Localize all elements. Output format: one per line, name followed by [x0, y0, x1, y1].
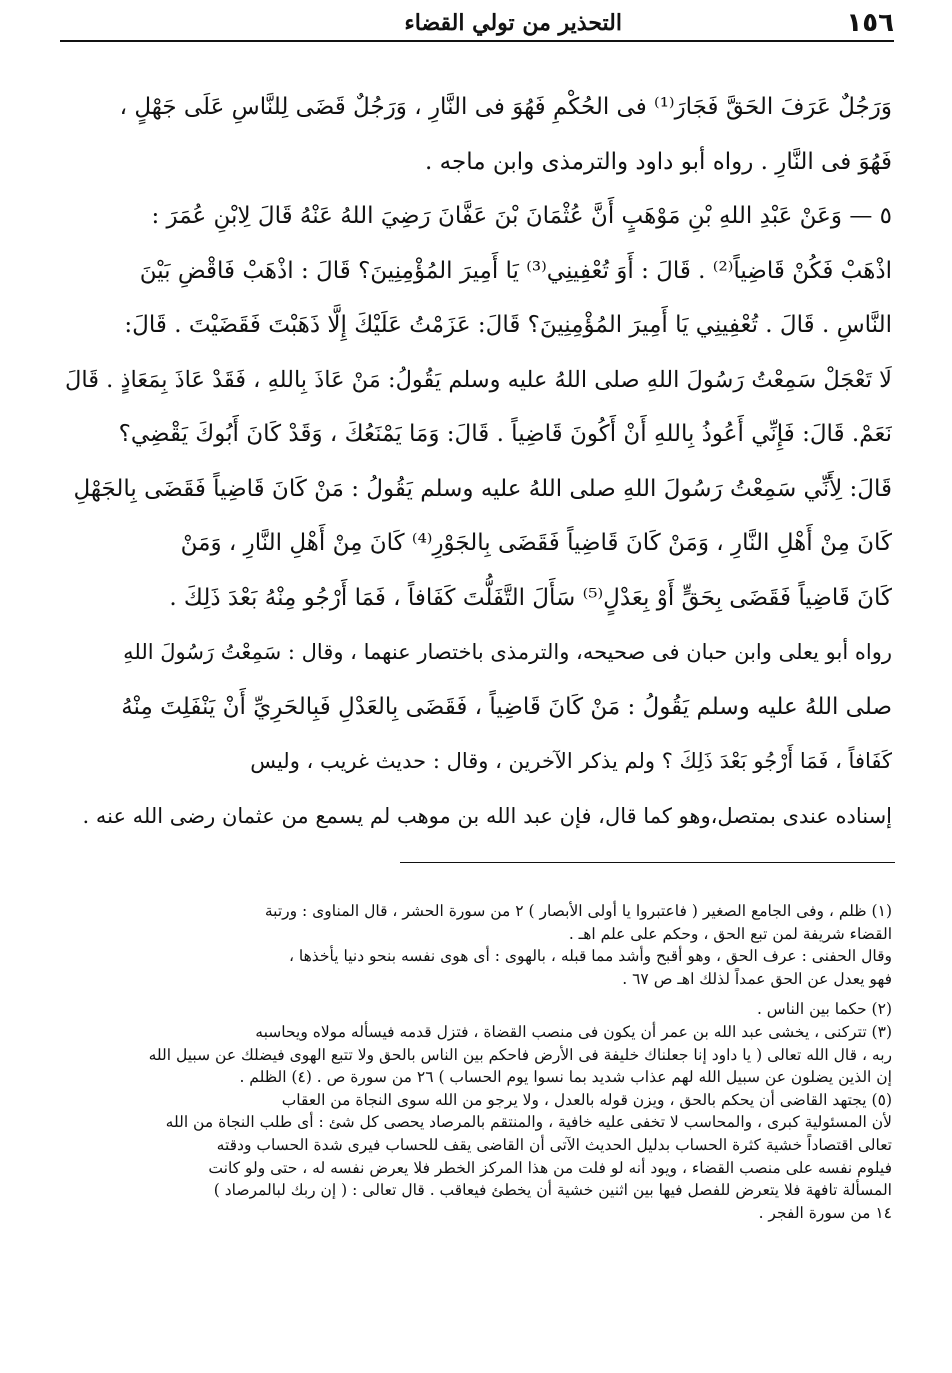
text-line: ٥ — وَعَنْ عَبْدِ اللهِ بْنِ مَوْهَبٍ أَنَّ عُثْمَانَ بْنَ عَفَّانَ رَضِيَ اللهُ عَنْهُ قَالَ لِابْنِ عُمَرَ : [151, 203, 892, 229]
footnote-line: وقال الحفنى : عرف الحق ، وهو أقبح وأشد مما قبله ، بالهوى : أى هوى نفسه بنحو دنيا يأخذها ، [288, 947, 892, 966]
footnote-line: فهو يعدل عن الحق عمداً لذلك اهـ ص ٦٧ . [622, 969, 892, 988]
footnote-line: المسألة تافهة فلا يتعرض للفصل فيها بين اثنين خشية أن يخطئ فيعاقب . قال تعالى : ( إن ربك لبالمرصاد ) [213, 1181, 892, 1200]
text-line: اذْهَبْ فَكُنْ قَاضِياً⁽²⁾ . قَالَ : أَوَ تُعْفِينِي⁽³⁾ يَا أَمِيرَ المُؤْمِنِينَ؟ قَالَ : اذْهَبْ فَاقْضِ بَيْنَ [139, 257, 892, 284]
text-line: نَعَمْ. قَالَ: فَإِنِّي أَعُوذُ بِاللهِ أَنْ أَكُونَ قَاضِياً . قَالَ: وَمَا يَمْنَعُكَ ، وَقَدْ كَانَ أَبُوكَ يَقْضِي؟ [118, 421, 892, 447]
text-line: فَهُوَ فى النَّارِ . رواه أبو داود والترمذى وابن ماجه . [425, 148, 892, 175]
footnote-line: (٢) حكما بين الناس . [756, 1000, 892, 1019]
page-header [60, 6, 894, 42]
text-line: صلى اللهُ عليه وسلم يَقُولُ : مَنْ كَانَ قَاضِياً ، فَقَضَى بِالعَدْلِ فَبِالحَرِيِّ أَنْ يَنْفَلِتَ مِنْهُ [121, 693, 892, 720]
footnote-line: إن الذين يضلون عن سبيل الله لهم عذاب شديد بما نسوا يوم الحساب ) ٢٦ من سورة ص . (٤) الظلم . [239, 1068, 892, 1087]
footnote-line: ربه ، قال الله تعالى ( يا داود إنا جعلناك خليفة فى الأرض فاحكم بين الناس بالحق ولا تتبع الهوى فيضلك عن سبيل الله [148, 1045, 892, 1064]
text-line: إسناده عندى بمتصل،وهو كما قال، فإن عبد الله بن موهب لم يسمع من عثمان رضى الله عنه . [82, 803, 892, 828]
text-line: كَانَ قَاضِياً فَقَضَى بِحَقٍّ أَوْ بِعَدْلٍ⁽⁵⁾ سَأَلَ التَّفَلُّتَ كَفَافاً ، فَمَا أَرْجُو مِنْهُ بَعْدَ ذَلِكَ . [169, 584, 892, 611]
text-line: رواه أبو يعلى وابن حبان فى صحيحه، والترمذى باختصار عنهما ، وقال : سَمِعْتُ رَسُولَ اللهِ [123, 640, 892, 664]
footnotes [62, 900, 892, 1224]
text-line: لَا تَعْجَلْ سَمِعْتُ رَسُولَ اللهِ صلى اللهُ عليه وسلم يَقُولُ: مَنْ عَاذَ بِاللهِ ، فَقَدْ عَاذَ بِمَعَاذٍ . قَالَ [65, 366, 892, 393]
footnote-line: لأن المسئولية كبرى ، والمحاسب لا تخفى عليه خافية ، والمنتقم بالمرصاد يحصى كل شئ : أى طلب النجاة من الله [165, 1113, 892, 1132]
running-title: التحذير من تولي القضاء [404, 10, 622, 36]
main-text [62, 80, 892, 843]
page-number: ١٥٦ [846, 8, 894, 38]
text-line: وَرَجُلٌ عَرَفَ الحَقَّ فَجَارَ⁽¹⁾ فى الحُكْمِ فَهُوَ فى النَّارِ ، وَرَجُلٌ قَضَى لِلنَّاسِ عَلَى جَهْلٍ ، [119, 94, 892, 120]
footnote-divider [400, 862, 895, 863]
footnote-line: فيلوم نفسه على منصب القضاء ، ويود أنه لو فلت من هذا المركز الخطر فلا يعرض نفسه له ، حتى ولو كانت [208, 1158, 892, 1177]
footnote-line: (١) ظلم ، وفى الجامع الصغير ( فاعتبروا يا أولى الأبصار ) ٢ من سورة الحشر ، قال المناوى : ورتبة [264, 902, 892, 920]
text-line: النَّاسِ . قَالَ . تُعْفِينِي يَا أَمِيرَ المُؤْمِنِينَ؟ قَالَ: عَزَمْتُ عَلَيْكَ إِلَّا ذَهَبْتَ فَقَضَيْتَ . قَالَ: [124, 312, 892, 338]
footnote-line: (٥) يجتهد القاضى أن يحكم بالحق ، ويزن قوله بالعدل ، ولا يرجو من الله سوى النجاة من العقاب [281, 1090, 892, 1109]
text-line: قَالَ: لِأَنِّي سَمِعْتُ رَسُولَ اللهِ صلى اللهُ عليه وسلم يَقُولُ : مَنْ كَانَ قَاضِياً فَقَضَى بِالجَهْلِ [73, 475, 892, 502]
text-line: كَفَافاً ، فَمَا أَرْجُو بَعْدَ ذَلِكَ ؟ ولم يذكر الآخرين ، وقال : حديث غريب ، وليس [250, 749, 892, 773]
footnote-line: تعالى اقتصاداً خشية كثرة الحساب بدليل الحديث الآتى أن القاضى يقف للحساب فيرى شدة الحساب ودقته [216, 1135, 892, 1154]
text-line: كَانَ مِنْ أَهْلِ النَّارِ ، وَمَنْ كَانَ قَاضِياً فَقَضَى بِالجَوْرِ⁽⁴⁾ كَانَ مِنْ أَهْلِ النَّارِ ، وَمَنْ [180, 530, 892, 556]
footnote-line: (٣) تتركنى ، يخشى عبد الله بن عمر أن يكون فى منصب القضاة ، فتزل قدمه فيسأله مولاه ويحاسبه [255, 1022, 892, 1041]
footnote-line: القضاء شريفة لمن تبع الحق ، وحكم على علم اهـ . [568, 924, 892, 943]
footnote-line: ١٤ من سورة الفجر . [758, 1203, 892, 1222]
